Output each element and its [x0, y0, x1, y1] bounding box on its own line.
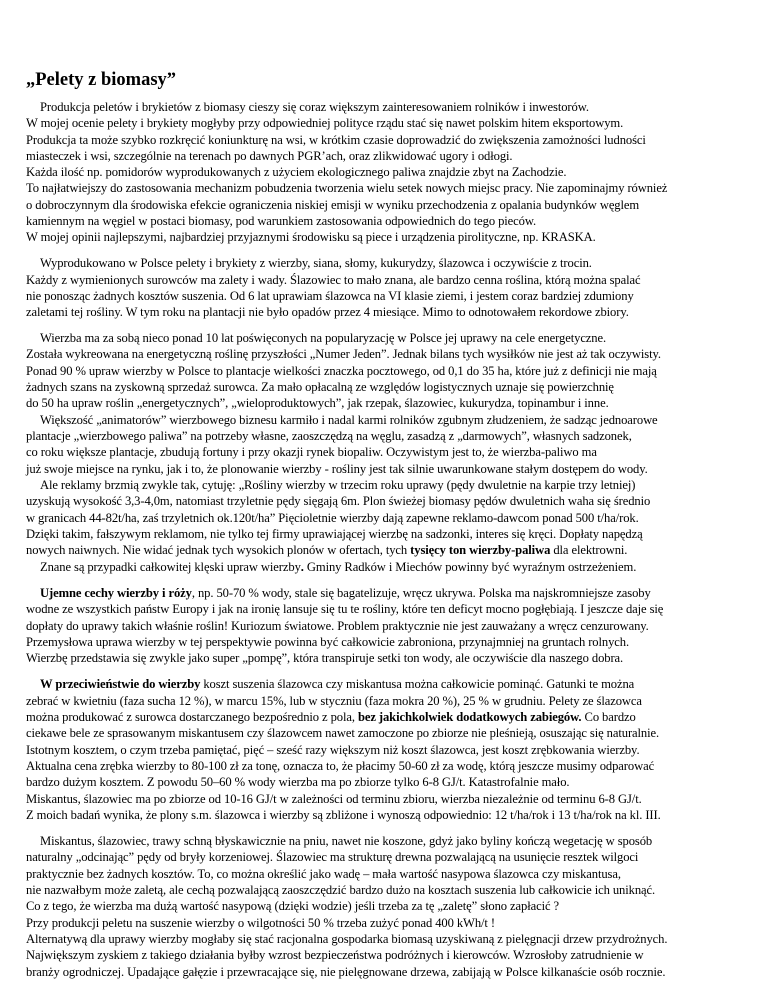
text-segment: plantacje „wierzbowego paliwa” na potrzeby własne, zaoszczędzą na węglu, zasadzą z „darmowych”, własnych sadzonek, [26, 429, 632, 443]
text-line [26, 165, 566, 180]
document-title: „Pelety z biomasy” [26, 70, 177, 90]
bold-text: tysięcy ton wierzby-paliwa [410, 543, 551, 557]
bold-text: bez jakichkolwiek dodatkowych zabiegów. [357, 710, 582, 724]
text-segment: nie nazwałbym może zaletą, ale cechą pozwalającą zaoszczędzić bardzo dużo na kosztach suszenia lub całkowicie ich uniknąć. [26, 883, 656, 897]
text-segment: Została wykreowana na energetyczną roślinę przyszłości „Numer Jeden”. Jednak bilans tych wysiłków nie jest aż tak oczywisty. [26, 347, 661, 361]
text-line [26, 883, 655, 898]
text-line [40, 100, 589, 115]
text-segment: Przemysłowa uprawa wierzby w tej perspektywie powinna być całkowicie zabroniona, przynajmniej na gruntach rolnych. [26, 635, 630, 649]
text-segment: nie ponosząc żadnych kosztów suszenia. Od 6 lat uprawiam ślazowca na VI klasie ziemi, i jestem coraz bardziej zdumiony [26, 289, 634, 303]
text-line [26, 494, 650, 509]
text-segment: Co z tego, że wierzba ma dużą wartość nasypową (dzięki wodzie) jeśli trzeba za tę „zaletę” słono zapłacić ? [26, 899, 560, 913]
text-segment: Przy produkcji peletu na suszenie wierzby o wilgotności 50 % trzeba zużyć ponad 400 kWh/t ! [26, 916, 495, 930]
text-line [26, 543, 627, 558]
text-segment: dopłaty do uprawy takich właśnie roślin! Kuriozum światowe. Problem praktycznie nie jest zauważany a wręcz cenzurowany. [26, 619, 649, 633]
text-segment: Wierzba ma za sobą nieco ponad 10 lat poświęconych na popularyzację w Polsce jej uprawy na cele energetyczne. [40, 331, 607, 345]
text-line [26, 380, 614, 395]
text-line [26, 273, 640, 288]
text-line [40, 413, 658, 428]
text-segment: Miskantus, ślazowiec, trawy schną błyskawicznie na pniu, nawet nie koszone, gdyż jako byliny kończą wegetację w sposób [40, 834, 653, 848]
text-line [26, 364, 657, 379]
text-segment: , np. 50-70 % wody, stale się bagatelizuje, wręcz ukrywa. Polska ma najskromniejsze zasoby [191, 586, 651, 600]
text-line [26, 230, 596, 245]
text-line [26, 462, 648, 477]
text-segment: nowych naiwnych. Nie widać jednak tych wysokich plonów w ofertach, tych [26, 543, 411, 557]
text-segment: miasteczek i wsi, szczególnie na terenach po dawnych PGR’ach, oraz zlikwidować ugory i odłogi. [26, 149, 513, 163]
text-segment: Produkcja ta może szybko rozkręcić koniunkturę na wsi, w krótkim czasie doprowadzić do zwiększenia zamożności ludności [26, 133, 646, 147]
text-line [26, 511, 639, 526]
text-segment: Co bardzo [581, 710, 636, 724]
text-line [26, 726, 659, 741]
text-segment: W mojej ocenie pelety i brykiety mogłyby przy odpowiedniej polityce rządu stać się nawet polskim hitem eksportowym. [26, 116, 624, 130]
text-line [26, 808, 661, 823]
text-line [40, 478, 635, 493]
text-line [40, 677, 634, 692]
text-line [40, 586, 651, 601]
text-segment: można produkować z surowca dostarczanego bezpośrednio z pola, [26, 710, 358, 724]
text-segment: Gminy Radków i Miechów powinny być wyraźnym ostrzeżeniem. [303, 560, 637, 574]
text-segment: Alternatywą dla uprawy wierzby mogłaby się stać racjonalna gospodarka biomasą uzyskiwaną z pielęgnacji drzew przydrożnych. [26, 932, 668, 946]
text-line [40, 834, 652, 849]
text-line [26, 347, 661, 362]
text-line [26, 429, 632, 444]
text-segment: Dzięki takim, fałszywym reklamom, nie tylko tej firmy uprawiającej wierzbę na sadzonki, interes się kręci. Dopłaty napędzą [26, 527, 643, 541]
text-segment: Produkcja peletów i brykietów z biomasy cieszy się coraz większym zainteresowaniem rolników i inwestorów. [40, 100, 589, 114]
text-line [26, 133, 646, 148]
text-segment: o dobroczynnym dla środowiska efekcie ograniczenia niskiej emisji w wyniku przechodzenia z opalania budynków węglem [26, 198, 640, 212]
text-line [26, 792, 642, 807]
text-segment: Największym zyskiem z takiego działania byłby wzrost bezpieczeństwa podróżnych i kierowców. Wzrosłoby zatrudnienie w [26, 948, 644, 962]
text-segment: Ponad 90 % upraw wierzby w Polsce to plantacje wielkości znaczka pocztowego, od 0,1 do 35 ha, które już z definicji nie mają [26, 364, 657, 378]
text-segment: naturalny „odcinając” pędy od bryły korzeniowej. Ślazowiec ma strukturę drewna pozwalającą na usunięcie resztek wilgoci [26, 850, 639, 864]
text-line [40, 560, 636, 575]
text-line [26, 850, 638, 865]
text-line [26, 198, 639, 213]
text-segment: kamiennym na węgiel w postaci biomasy, pod warunkiem zastosowania odpowiednich do tego pieców. [26, 214, 537, 228]
text-segment: bardzo dużym kosztem. Z powodu 50–60 % wody wierzba ma po zbiorze tylko 6-8 GJ/t. Katastrofalnie mało. [26, 775, 570, 789]
text-segment: praktycznie bez żadnych kosztów. To, co można określić jako wadę – mała wartość nasypowa ślazowca czy miskantusa, [26, 867, 621, 881]
text-line [26, 710, 636, 725]
text-segment: ciekawe bele ze sprasowanym miskantusem czy ślazowcem nawet zamoczone po zbiorze nie pleśnieją, osuszając się naturalnie. [26, 726, 660, 740]
text-segment: Każdy z wymienionych surowców ma zalety i wady. Ślazowiec to mało znana, ale bardzo cenna roślina, którą można spalać [26, 273, 641, 287]
text-line [26, 759, 654, 774]
text-segment: żadnych szans na zyskowną sprzedaż surowca. Za mało opłacalną ze względów logistycznych uznaje się powierzchnię [26, 380, 614, 394]
text-line [26, 214, 536, 229]
text-line [26, 289, 634, 304]
text-segment: Znane są przypadki całkowitej klęski upraw wierzby [40, 560, 301, 574]
text-segment: To najłatwiejszy do zastosowania mechanizm pobudzenia tworzenia wielu setek nowych miejsc pracy. Nie zapominajmy również [26, 181, 668, 195]
text-line [26, 743, 640, 758]
text-line [40, 256, 592, 271]
text-line [26, 619, 649, 634]
text-segment: branży ogrodniczej. Upadające gałęzie i przewracające się, nie pielęgnowane drzewa, zabijają w Polsce kilkanaście osób rocznie. [26, 965, 666, 979]
text-segment: zaletami tej rośliny. W tym roku na plantacji nie było opadów przez 4 miesiące. Mimo to odnotowałem rekordowe zbiory. [26, 305, 629, 319]
bold-text: W przeciwieństwie do wierzby [40, 677, 201, 691]
text-line [26, 867, 621, 882]
text-line [26, 651, 623, 666]
text-segment: Ale reklamy brzmią zwykle tak, cytuję: „Rośliny wierzby w trzecim roku uprawy (pędy dwuletnie na karpie trzy letniej) [40, 478, 636, 492]
text-line [26, 149, 513, 164]
text-segment: wodne ze wszystkich państw Europy i jak na ironię lansuje się tu te rośliny, które ten deficyt mocno pogłębiają. I jeszcze daje się [26, 602, 664, 616]
text-segment: do 50 ha upraw roślin „energetycznych”, „wieloproduktowych”, jak rzepak, ślazowiec, kukurydza, topinambur i inne. [26, 396, 609, 410]
text-line [26, 965, 665, 980]
text-line [26, 116, 623, 131]
text-line [26, 916, 495, 931]
text-segment: Z moich badań wynika, że plony s.m. ślazowca i wierzby są zbliżone i wynoszą odpowiednio: 12 t/ha/rok i 13 t/ha/rok na kl. III. [26, 808, 661, 822]
bold-text: . [300, 560, 304, 574]
text-segment: w granicach 44-82t/ha, zaś trzyletnich ok.120t/ha” Pięcioletnie wierzby dają zapewne reklamo-dawcom ponad 500 t/ha/rok. [26, 511, 639, 525]
text-segment: dla elektrowni. [550, 543, 628, 557]
text-line [26, 948, 644, 963]
text-line [40, 331, 606, 346]
text-segment: Każda ilość np. pomidorów wyprodukowanych z użyciem ekologicznego paliwa znajdzie zbyt na Zachodzie. [26, 165, 567, 179]
text-line [26, 396, 609, 411]
text-segment: W mojej opinii najlepszymi, najbardziej przyjaznymi środowisku są piece i urządzenia pirolityczne, np. KRASKA. [26, 230, 596, 244]
text-line [26, 445, 597, 460]
text-segment: koszt suszenia ślazowca czy miskantusa można całkowicie pominąć. Gatunki te można [200, 677, 635, 691]
text-segment: Istotnym kosztem, o czym trzeba pamiętać, pięć – sześć razy większym niż koszt ślazowca, jest koszt zrębkowania wierzby. [26, 743, 640, 757]
text-line [26, 305, 629, 320]
text-segment: co roku większe plantacje, zbudują fortuny i przy okazji rynek biopaliw. Oczywistym jest to, że wierzba-paliwo ma [26, 445, 597, 459]
text-line [26, 635, 629, 650]
text-line [26, 694, 642, 709]
text-segment: zebrać w kwietniu (faza sucha 12 %), w marcu 15%, lub w styczniu (faza mokra 20 %), 25 % w grudniu. Pelety ze ślazowca [26, 694, 642, 708]
text-line [26, 181, 667, 196]
text-line [26, 602, 663, 617]
text-segment: Aktualna cena zrębka wierzby to 80-100 zł za tonę, oznacza to, że płacimy 50-60 zł za wodę, którą jeszcze musimy odparować [26, 759, 655, 773]
text-segment: Wyprodukowano w Polsce pelety i brykiety z wierzby, siana, słomy, kukurydzy, ślazowca i oczywiście z trocin. [40, 256, 592, 270]
bold-text: Ujemne cechy wierzby i róży [40, 586, 192, 600]
text-line [26, 899, 559, 914]
text-segment: Wierzbę przedstawia się zwykle jako super „pompę”, która transpiruje setki ton wody, ale oczywiście dla naszego dobra. [26, 651, 624, 665]
text-segment: już swoje miejsce na rynku, jak i to, że plonowanie wierzby - rośliny jest tak silnie uwarunkowane stałym dostępem do wody. [26, 462, 648, 476]
text-segment: Miskantus, ślazowiec ma po zbiorze od 10-16 GJ/t w zależności od terminu zbioru, wierzba niezależnie od terminu 6-8 GJ/t. [26, 792, 642, 806]
text-line [26, 775, 569, 790]
text-segment: Większość „animatorów” wierzbowego biznesu karmiło i nadal karmi rolników zgubnym złudzeniem, że sadząc jednoarowe [40, 413, 658, 427]
text-line [26, 527, 643, 542]
text-segment: uzyskują wysokość 3,3-4,0m, natomiast trzyletnie pędy sięgają 6m. Plon świeżej biomasy pędów dwuletnich waha się średnio [26, 494, 651, 508]
text-line [26, 932, 667, 947]
